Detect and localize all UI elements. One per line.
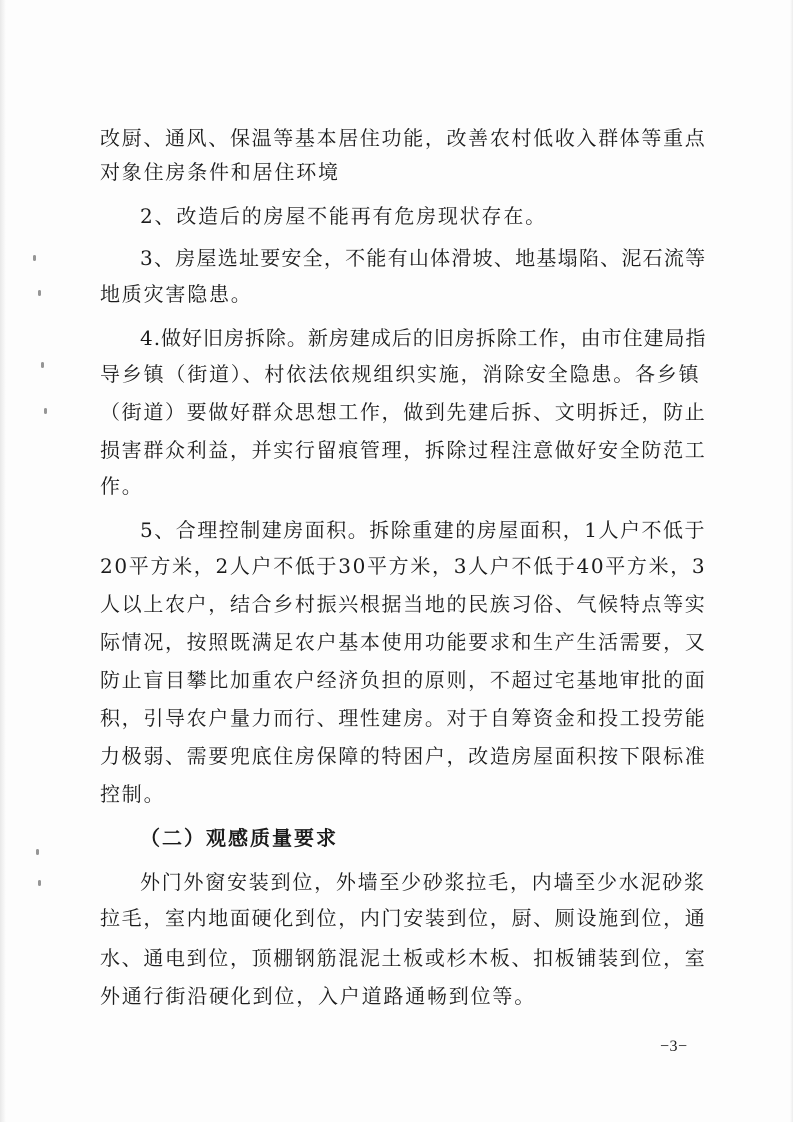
body-line: 控制。 [100,782,166,806]
body-line: 损害群众利益，并实行留痕管理，拆除过程注意做好安全防范工 [100,438,707,462]
scan-edge-left [0,0,6,1122]
body-line: 改厨、通风、保温等基本居住功能，改善农村低收入群体等重点 [100,126,707,150]
body-line: 5、合理控制建房面积。拆除重建的房屋面积，1人户不低于 [140,518,707,542]
scan-speck [36,849,39,855]
page-number: −3− [660,1038,688,1055]
body-line: 水、通电到位，顶棚钢筋混泥土板或杉木板、扣板铺装到位，室 [100,946,707,970]
section-heading: （二）观感质量要求 [140,826,338,850]
body-line: 际情况，按照既满足农户基本使用功能要求和生产生活需要，又 [100,630,707,654]
body-line: 外通行街沿硬化到位，入户道路通畅到位等。 [100,984,536,1008]
body-line: （街道）要做好群众思想工作，做到先建后拆、文明拆迁，防止 [100,400,707,424]
body-line: 3、房屋选址要安全，不能有山体滑坡、地基塌陷、泥石流等 [140,246,707,270]
body-line: 地质灾害隐患。 [100,282,253,306]
scan-speck [44,408,47,414]
body-line: 人以上农户，结合乡村振兴根据当地的民族习俗、气候特点等实 [100,592,707,616]
body-line: 拉毛，室内地面硬化到位，内门安装到位，厨、厕设施到位，通 [100,906,707,930]
scan-speck [38,880,41,886]
body-line: 4.做好旧房拆除。新房建成后的旧房拆除工作，由市住建局指 [140,326,707,350]
body-line: 导乡镇（街道）、村依法依规组织实施，消除安全隐患。各乡镇 [100,362,701,386]
body-line: 积，引导农户量力而行、理性建房。对于自筹资金和投工投劳能 [100,706,707,730]
scan-speck [41,362,44,368]
body-line: 力极弱、需要兜底住房保障的特困户，改造房屋面积按下限标准 [100,744,707,768]
body-line: 20平方米，2人户不低于30平方米，3人户不低于40平方米，3 [100,554,707,578]
scan-speck [38,290,41,296]
body-line: 作。 [100,474,144,498]
body-line: 外门外窗安装到位，外墙至少砂浆拉毛，内墙至少水泥砂浆 [140,870,706,894]
body-line: 对象住房条件和居住环境 [100,160,340,184]
body-line: 防止盲目攀比加重农户经济负担的原则，不超过宅基地审批的面 [100,668,707,692]
body-line: 2、改造后的房屋不能再有危房现状存在。 [140,204,547,228]
scan-speck [33,255,36,261]
